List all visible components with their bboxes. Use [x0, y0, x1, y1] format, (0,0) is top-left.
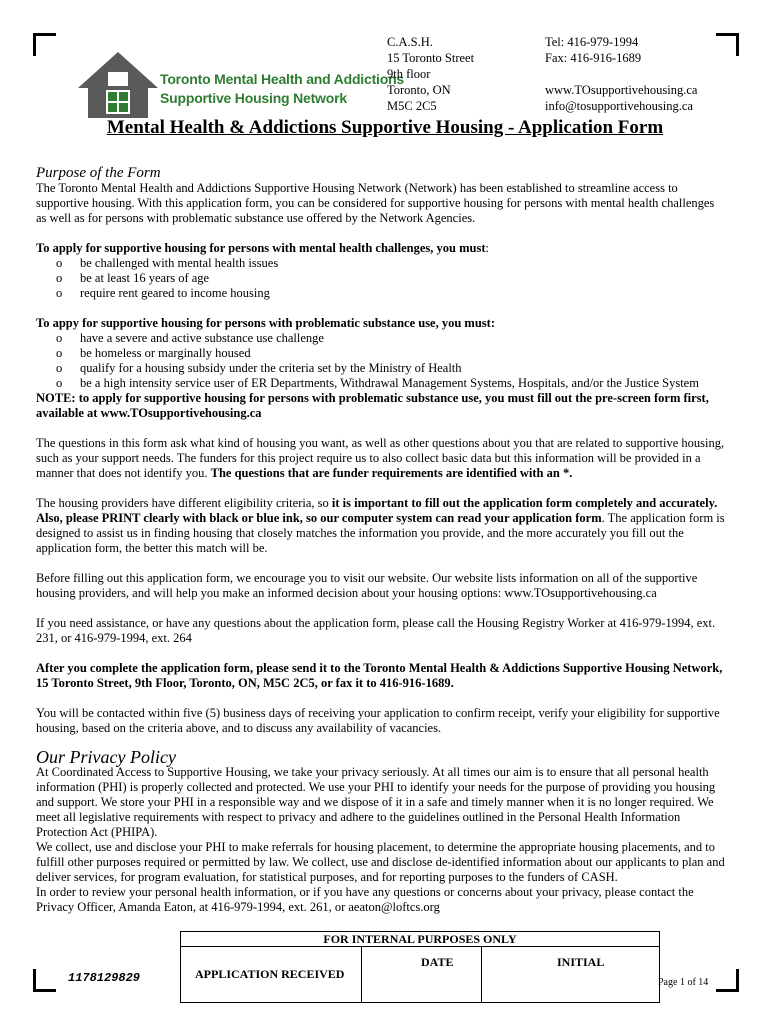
date-label: DATE: [421, 955, 454, 969]
su-requirements-lead: To appy for supportive housing for persons with problematic substance use, you must:: [36, 316, 495, 330]
eligibility-text-2: . The application form is designed to assist us in finding housing that closely matches the information you provide, and the more accurately you fill out the application form, the better this match will be.: [36, 511, 725, 555]
internal-heading: FOR INTERNAL PURPOSES ONLY: [181, 932, 659, 947]
address-line: 9th floor: [387, 67, 431, 81]
eligibility-bold: it is important to fill out the application form completely and accurately. Also, please PRINT clearly with black or blue ink, so our computer system can read your application form: [36, 496, 718, 525]
list-item: o be a high intensity service user of ER Departments, Withdrawal Management Systems, Hospitals, and/or the Justice System: [36, 376, 726, 391]
eligibility-text-1: The housing providers have different eligibility criteria, so: [36, 496, 329, 510]
su-requirements-list: [36, 331, 726, 391]
application-received-label: APPLICATION RECEIVED: [195, 967, 345, 981]
mh-lead-colon: :: [485, 241, 489, 255]
internal-use-box: [180, 931, 660, 1003]
website-link[interactable]: www.TOsupportivehousing.ca: [545, 83, 698, 97]
purpose-heading: Purpose of the Form: [36, 165, 161, 181]
privacy-paragraph-2: We collect, use and disclose your PHI to make referrals for housing placement, to determine the appropriate housing placements, and to fulfill other purposes required or permitted by law. We collect, use and disclose de-identified information about our applicants to plan and deliver services, for program evaluation, for statistical purposes, and for reporting purposes to the funders of CASH.: [36, 840, 725, 884]
page-number: Page 1 of 14: [658, 977, 709, 988]
logo-line-2: Supportive Housing Network: [160, 90, 347, 106]
privacy-heading: Our Privacy Policy: [36, 747, 176, 767]
crop-mark-bottom-left: [33, 969, 56, 992]
list-item: o be challenged with mental health issues: [36, 256, 726, 271]
privacy-paragraph-1: At Coordinated Access to Supportive Housing, we take your privacy seriously. At all times our aim is to ensure that all personal health information (PHI) is properly collected and protected. We use your PHI to identify your needs for the purpose of providing you housing and support. We store your PHI in a responsible way and we dispose of it in a safe and timely manner when it is no longer required. We meet all legislative requirements with respect to privacy and adhere to the guidelines outlined in the Personal Health Information Protection Act (PHIPA).: [36, 765, 716, 839]
pre-screen-note: NOTE: to apply for supportive housing for persons with problematic substance use, you must fill out the pre-screen form first, available at www.TOsupportivehousing.ca: [36, 391, 709, 420]
address-line: C.A.S.H.: [387, 35, 433, 49]
mh-requirements-lead: To apply for supportive housing for persons with mental health challenges, you must: [36, 241, 486, 255]
address-line: 15 Toronto Street: [387, 51, 475, 65]
divider: [361, 947, 362, 1002]
divider: [481, 947, 482, 1002]
fax-number: Fax: 416-916-1689: [545, 51, 642, 65]
list-item: o be homeless or marginally housed: [36, 346, 726, 361]
logo-text: [160, 70, 404, 108]
phone-number: Tel: 416-979-1994: [545, 35, 639, 49]
funder-requirements-note: The questions that are funder requirements are identified with an *.: [210, 466, 573, 480]
form-title: Mental Health & Addictions Supportive Housing - Application Form: [106, 117, 664, 138]
initial-label: INITIAL: [557, 955, 605, 969]
address-line: M5C 2C5: [387, 99, 437, 113]
crop-mark-top-right: [716, 33, 739, 56]
privacy-paragraph-3: In order to review your personal health information, or if you have any questions or concerns about your privacy, please contact the Privacy Officer, Amanda Eaton, at 416-979-1994, ext. 261, or aeaton@loftcs.org: [36, 885, 694, 914]
logo-line-1: Toronto Mental Health and Addictions: [160, 71, 405, 87]
purpose-intro: The Toronto Mental Health and Addictions Supportive Housing Network (Network) has been established to streamline access to supportive housing. With this application form, you can be considered for supportive housing for persons with mental health challenges as well as for persons with problematic substance use offered by the Network Agencies.: [36, 181, 715, 225]
address-block: [387, 34, 474, 114]
house-logo-icon: [76, 50, 160, 120]
questions-paragraph: The questions in this form ask what kind of housing you want, as well as other questions about you that are related to supportive housing, such as your support needs. The funders for this project require us to also collect basic data but this information will be provided in a manner that does not identify you.: [36, 436, 725, 480]
mh-requirements-list: [36, 256, 726, 301]
contact-paragraph: You will be contacted within five (5) business days of receiving your application to confirm receipt, verify your eligibility for supportive housing, based on the criteria above, and to discuss any availability of vacancies.: [36, 706, 720, 735]
list-item: o be at least 16 years of age: [36, 271, 726, 286]
send-instructions: After you complete the application form, please send it to the Toronto Mental Health & Addictions Supportive Housing Network, 15 Toronto Street, 9th Floor, Toronto, ON, M5C 2C5, or fax it to 416-916-1689.: [36, 661, 723, 690]
email-link[interactable]: info@tosupportivehousing.ca: [545, 99, 693, 113]
website-paragraph: Before filling out this application form, we encourage you to visit our website. Our website lists information on all of the supportive housing providers, and will help you make an informed decision about your housing options: www.TOsupportivehousing.ca: [36, 571, 698, 600]
form-content: [36, 166, 726, 915]
list-item: o require rent geared to income housing: [36, 286, 726, 301]
assistance-paragraph: If you need assistance, or have any questions about the application form, please call the Housing Registry Worker at 416-979-1994, ext. 231, or 416-979-1994, ext. 264: [36, 616, 716, 645]
crop-mark-top-left: [33, 33, 56, 56]
list-item: o have a severe and active substance use challenge: [36, 331, 726, 346]
list-item: o qualify for a housing subsidy under the criteria set by the Ministry of Health: [36, 361, 726, 376]
crop-mark-bottom-right: [716, 969, 739, 992]
contact-block: [545, 34, 697, 114]
address-line: Toronto, ON: [387, 83, 451, 97]
document-id: 1178129829: [68, 971, 141, 985]
